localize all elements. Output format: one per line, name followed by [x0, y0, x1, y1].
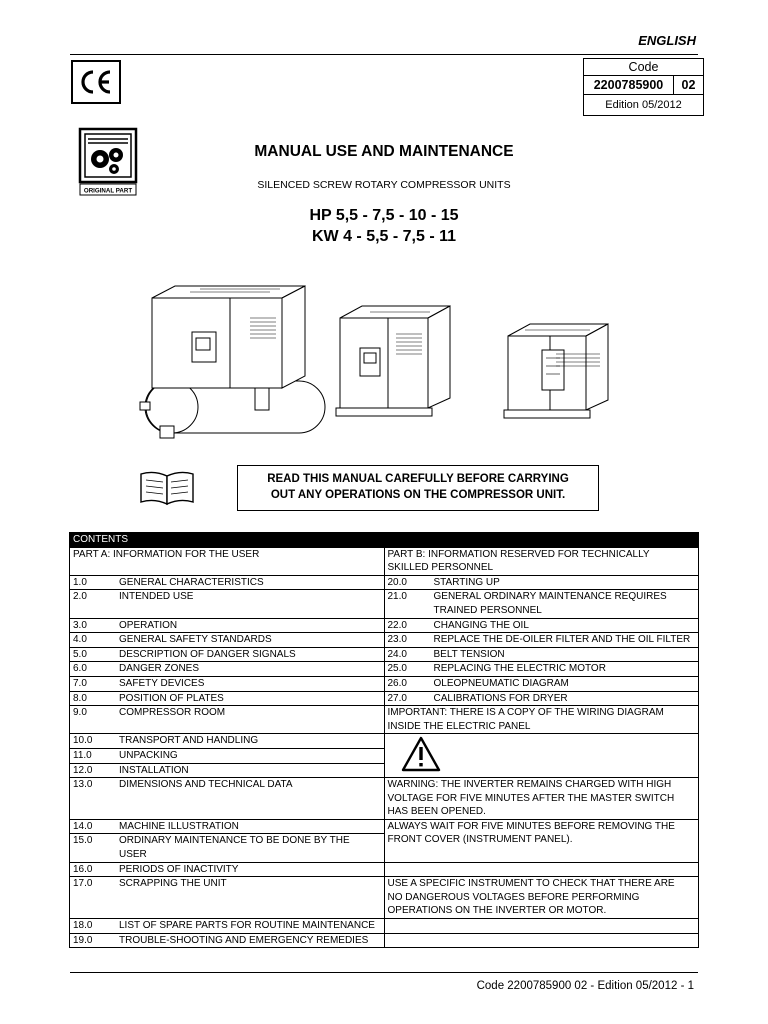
item-label: DIMENSIONS AND TECHNICAL DATA	[119, 779, 293, 791]
kw-models: KW 4 - 5,5 - 7,5 - 11	[311, 228, 457, 245]
open-book-icon	[138, 468, 196, 508]
item-label: UNPACKING	[119, 749, 178, 761]
list-item	[70, 633, 385, 648]
language-label: ENGLISH	[638, 33, 696, 48]
item-number: 26.0	[387, 677, 407, 689]
notice-line-1: READ THIS MANUAL CAREFULLY BEFORE CARRYING	[267, 473, 569, 485]
list-item	[70, 662, 385, 677]
item-number: 23.0	[387, 634, 407, 646]
item-label-cont: TRAINED PERSONNEL	[433, 604, 542, 616]
empty-cell	[384, 919, 699, 934]
ce-mark-icon	[73, 62, 119, 102]
table-row	[70, 575, 699, 590]
instrument-line-1: USE A SPECIFIC INSTRUMENT TO CHECK THAT THERE ARE	[387, 878, 675, 890]
instrument-line-3: OPERATIONS ON THE INVERTER OR MOTOR.	[387, 905, 607, 917]
list-item	[70, 590, 385, 618]
item-label: SCRAPPING THE UNIT	[119, 878, 227, 890]
code-number: 2200785900	[584, 76, 674, 94]
list-item	[70, 706, 385, 734]
list-item	[384, 618, 699, 633]
item-number: 2.0	[73, 591, 87, 603]
part-b-line-1: PART B: INFORMATION RESERVED FOR TECHNICALLY	[387, 548, 650, 560]
part-b-heading	[384, 547, 699, 575]
item-label-cont: USER	[119, 849, 147, 861]
list-item	[70, 647, 385, 662]
item-label: DESCRIPTION OF DANGER SIGNALS	[119, 648, 296, 660]
item-label: OPERATION	[119, 619, 178, 631]
item-label: TRANSPORT AND HANDLING	[119, 735, 259, 747]
item-label: GENERAL ORDINARY MAINTENANCE REQUIRES	[433, 591, 667, 603]
item-label: SAFETY DEVICES	[119, 677, 205, 689]
item-number: 18.0	[73, 920, 93, 932]
item-number: 7.0	[73, 677, 87, 689]
ce-mark-logo	[71, 60, 121, 104]
list-item	[70, 618, 385, 633]
wait-warning	[384, 819, 699, 862]
item-number: 22.0	[387, 619, 407, 631]
wait-line-2: FRONT COVER (INSTRUMENT PANEL).	[387, 834, 573, 846]
contents-table	[69, 532, 699, 948]
item-label: LIST OF SPARE PARTS FOR ROUTINE MAINTENANCE	[119, 920, 375, 932]
item-label: STARTING UP	[433, 576, 500, 588]
list-item	[70, 877, 385, 919]
item-number: 25.0	[387, 663, 407, 675]
list-item	[70, 862, 385, 877]
item-label: DANGER ZONES	[119, 663, 200, 675]
list-item	[384, 590, 699, 618]
empty-cell	[384, 933, 699, 948]
notice-line-2: OUT ANY OPERATIONS ON THE COMPRESSOR UNIT.	[270, 489, 566, 501]
table-row	[70, 676, 699, 691]
list-item	[384, 691, 699, 706]
list-item	[70, 919, 385, 934]
part-b-line-2: SKILLED PERSONNEL	[387, 562, 494, 574]
compressor-illustration	[130, 258, 630, 458]
list-item	[384, 662, 699, 677]
item-number: 8.0	[73, 692, 87, 704]
item-label: CHANGING THE OIL	[433, 619, 529, 631]
table-row	[70, 862, 699, 877]
item-number: 3.0	[73, 619, 87, 631]
page-subtitle: SILENCED SCREW ROTARY COMPRESSOR UNITS	[257, 179, 511, 191]
table-row	[70, 662, 699, 677]
warning-line-2: VOLTAGE FOR FIVE MINUTES AFTER THE MASTER SWITCH	[387, 792, 675, 804]
item-label: TROUBLE-SHOOTING AND EMERGENCY REMEDIES	[119, 934, 369, 946]
table-row	[70, 877, 699, 919]
item-label: BELT TENSION	[433, 648, 505, 660]
item-number: 15.0	[73, 835, 93, 847]
item-label: REPLACE THE DE-OILER FILTER AND THE OIL FILTER	[433, 634, 691, 646]
page-title: MANUAL USE AND MAINTENANCE	[254, 143, 514, 160]
list-item	[70, 691, 385, 706]
read-manual-notice	[237, 465, 599, 511]
item-label: CALIBRATIONS FOR DRYER	[433, 692, 568, 704]
list-item	[70, 748, 385, 763]
table-row	[70, 706, 699, 734]
item-number: 20.0	[387, 576, 407, 588]
list-item	[70, 575, 385, 590]
warning-line-3: HAS BEEN OPENED.	[387, 806, 486, 818]
item-number: 16.0	[73, 863, 93, 875]
empty-cell	[384, 862, 699, 877]
item-label: MACHINE ILLUSTRATION	[119, 820, 239, 832]
item-number: 10.0	[73, 735, 93, 747]
table-row	[70, 691, 699, 706]
item-label: REPLACING THE ELECTRIC MOTOR	[433, 663, 606, 675]
list-item	[384, 647, 699, 662]
table-row	[70, 547, 699, 575]
item-label: ORDINARY MAINTENANCE TO BE DONE BY THE	[119, 835, 350, 847]
original-part-logo	[78, 127, 138, 197]
warning-line-1: WARNING: THE INVERTER REMAINS CHARGED WITH HIGH	[387, 779, 672, 791]
inverter-warning	[384, 778, 699, 820]
table-row	[70, 633, 699, 648]
warning-triangle-icon	[401, 735, 441, 773]
list-item	[70, 778, 385, 820]
gears-icon	[78, 127, 138, 197]
list-item	[384, 676, 699, 691]
important-line-1: IMPORTANT: THERE IS A COPY OF THE WIRING DIAGRAM	[387, 707, 664, 719]
important-line-2: INSIDE THE ELECTRIC PANEL	[387, 720, 531, 732]
instrument-warning	[384, 877, 699, 919]
list-item	[70, 819, 385, 834]
code-label: Code	[584, 59, 703, 76]
item-number: 21.0	[387, 591, 407, 603]
table-row	[70, 647, 699, 662]
table-row	[70, 734, 699, 749]
list-item	[70, 763, 385, 778]
item-number: 11.0	[73, 749, 92, 761]
item-number: 24.0	[387, 648, 407, 660]
original-part-text: ORIGINAL PART	[83, 187, 133, 195]
item-number: 13.0	[73, 779, 93, 791]
item-number: 27.0	[387, 692, 407, 704]
item-number: 19.0	[73, 934, 93, 946]
list-item	[70, 933, 385, 948]
table-row	[70, 819, 699, 834]
list-item	[384, 633, 699, 648]
item-number: 1.0	[73, 576, 87, 588]
table-row	[70, 618, 699, 633]
table-row	[70, 919, 699, 934]
warning-symbol-cell	[384, 734, 699, 778]
item-label: PERIODS OF INACTIVITY	[119, 863, 239, 875]
list-item	[70, 734, 385, 749]
list-item	[384, 575, 699, 590]
table-row	[70, 933, 699, 948]
contents-heading: CONTENTS	[70, 533, 699, 548]
document-code-box	[583, 58, 704, 116]
table-row	[70, 778, 699, 820]
bottom-divider	[70, 972, 698, 973]
hp-models: HP 5,5 - 7,5 - 10 - 15	[309, 207, 459, 224]
item-label: OLEOPNEUMATIC DIAGRAM	[433, 677, 569, 689]
item-number: 12.0	[73, 764, 93, 776]
important-note	[384, 706, 699, 734]
edition-label: Edition 05/2012	[605, 99, 682, 111]
item-number: 4.0	[73, 634, 87, 646]
item-number: 17.0	[73, 878, 93, 890]
item-label: COMPRESSOR ROOM	[119, 707, 226, 719]
list-item	[70, 676, 385, 691]
contents-header-row	[70, 533, 699, 548]
item-label: GENERAL CHARACTERISTICS	[119, 576, 264, 588]
top-divider	[70, 54, 698, 55]
item-label: POSITION OF PLATES	[119, 692, 224, 704]
item-number: 14.0	[73, 820, 93, 832]
item-label: INTENDED USE	[119, 591, 194, 603]
item-number: 5.0	[73, 648, 87, 660]
part-a-heading: PART A: INFORMATION FOR THE USER	[70, 547, 385, 575]
item-label: GENERAL SAFETY STANDARDS	[119, 634, 272, 646]
instrument-line-2: NO DANGEROUS VOLTAGES BEFORE PERFORMING	[387, 891, 640, 903]
page-footer: Code 2200785900 02 - Edition 05/2012 - 1	[476, 980, 694, 992]
item-number: 6.0	[73, 663, 87, 675]
item-number: 9.0	[73, 707, 87, 719]
code-revision: 02	[681, 78, 696, 92]
list-item	[70, 834, 385, 862]
table-row	[70, 590, 699, 618]
wait-line-1: ALWAYS WAIT FOR FIVE MINUTES BEFORE REMOVING THE	[387, 820, 675, 832]
item-label: INSTALLATION	[119, 764, 189, 776]
